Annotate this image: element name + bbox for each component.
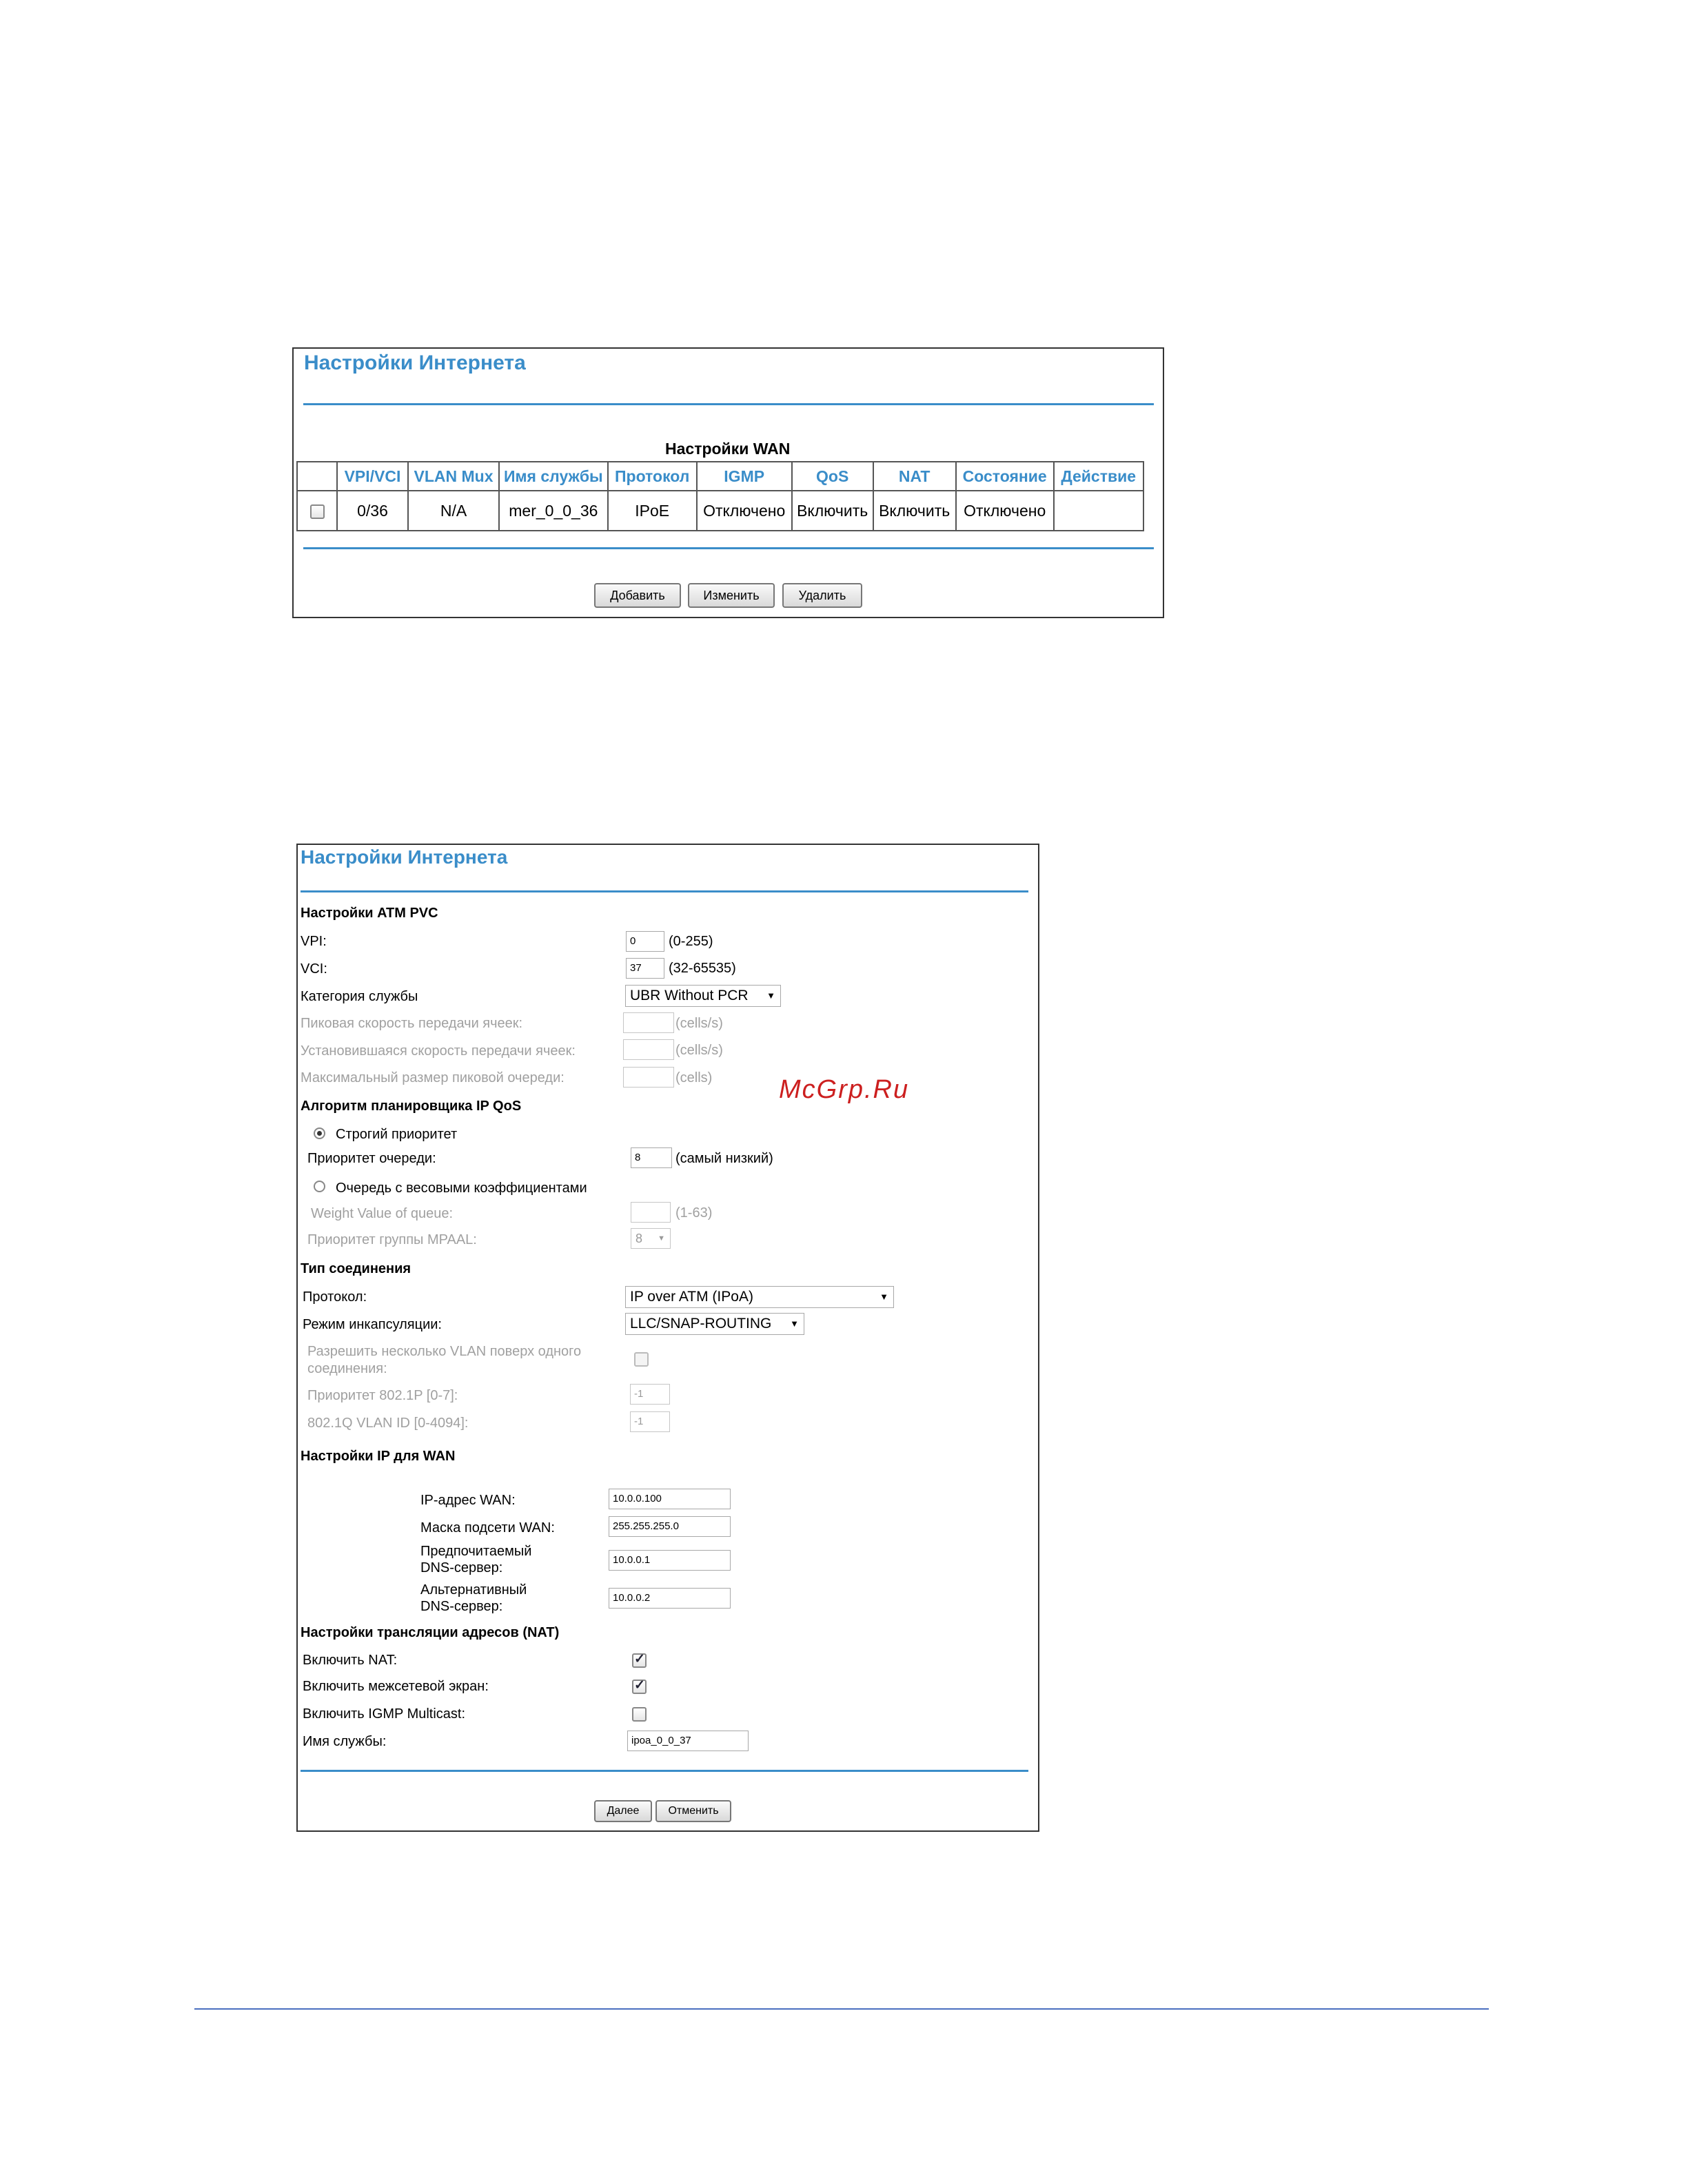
dns1-input[interactable]: 10.0.0.1 <box>609 1550 731 1571</box>
peak-rate-input <box>623 1012 674 1033</box>
cell-nat: Включить <box>873 491 956 531</box>
weighted-queue-radio[interactable] <box>314 1181 325 1192</box>
divider <box>303 547 1154 549</box>
column-header-qos: QoS <box>792 462 873 491</box>
row-select-checkbox[interactable] <box>310 504 325 519</box>
vlan-id-input: -1 <box>630 1411 670 1432</box>
column-header-protocol: Протокол <box>608 462 697 491</box>
queue-priority-input[interactable]: 8 <box>631 1147 672 1168</box>
dns2-label-cont: DNS-сервер: <box>420 1599 503 1614</box>
encapsulation-value: LLC/SNAP-ROUTING <box>630 1316 772 1331</box>
dns1-label-cont: DNS-сервер: <box>420 1560 503 1575</box>
weight-value-label: Weight Value of queue: <box>311 1206 454 1221</box>
enable-nat-label: Включить NAT: <box>303 1653 398 1668</box>
queue-priority-note: (самый низкий) <box>675 1151 773 1166</box>
column-header-state: Состояние <box>956 462 1054 491</box>
nat-heading: Настройки трансляции адресов (NAT) <box>301 1625 560 1640</box>
vpi-range: (0-255) <box>669 934 713 949</box>
column-header-service-name: Имя службы <box>499 462 608 491</box>
strict-priority-radio[interactable] <box>314 1127 325 1139</box>
wan-ip-input[interactable]: 10.0.0.100 <box>609 1489 731 1509</box>
wan-table <box>296 461 1144 531</box>
add-button[interactable]: Добавить <box>594 583 681 608</box>
atm-pvc-heading: Настройки ATM PVC <box>301 906 438 921</box>
max-burst-label: Максимальный размер пиковой очереди: <box>301 1070 565 1085</box>
dns1-label: Предпочитаемый <box>420 1544 532 1559</box>
cell-igmp: Отключено <box>697 491 792 531</box>
chevron-down-icon: ▼ <box>879 1292 888 1302</box>
wan-table-caption: Настройки WAN <box>665 440 791 458</box>
cell-protocol: IPoE <box>608 491 697 531</box>
divider <box>301 890 1028 892</box>
chevron-down-icon: ▼ <box>766 990 775 1001</box>
cell-vlan-mux: N/A <box>408 491 499 531</box>
enable-nat-checkbox[interactable] <box>632 1653 647 1668</box>
multi-vlan-checkbox <box>634 1352 649 1367</box>
column-header-vlan-mux: VLAN Mux <box>408 462 499 491</box>
qos-heading: Алгоритм планировщика IP QoS <box>301 1099 522 1114</box>
firewall-label: Включить межсетевой экран: <box>303 1679 489 1694</box>
wan-mask-label: Маска подсети WAN: <box>420 1520 555 1535</box>
sustained-rate-input <box>623 1039 674 1060</box>
weight-value-input <box>631 1202 671 1223</box>
wan-ip-heading: Настройки IP для WAN <box>301 1449 456 1464</box>
wan-mask-input[interactable]: 255.255.255.0 <box>609 1516 731 1537</box>
cell-qos: Включить <box>792 491 873 531</box>
vci-label: VCI: <box>301 961 327 977</box>
firewall-checkbox[interactable] <box>632 1680 647 1694</box>
edit-button[interactable]: Изменить <box>688 583 775 608</box>
row-select-cell <box>297 491 337 531</box>
vci-range: (32-65535) <box>669 961 736 976</box>
form-panel-title: Настройки Интернета <box>301 846 508 868</box>
wan-ip-label: IP-адрес WAN: <box>420 1493 516 1508</box>
column-header-action: Действие <box>1054 462 1143 491</box>
footer-rule <box>194 2008 1489 2010</box>
vci-input[interactable]: 37 <box>626 958 664 979</box>
priority-8021p-input: -1 <box>630 1384 670 1405</box>
column-header-igmp: IGMP <box>697 462 792 491</box>
service-category-label: Категория службы <box>301 989 418 1004</box>
encapsulation-select[interactable] <box>625 1313 804 1335</box>
watermark: McGrp.Ru <box>779 1075 910 1104</box>
mpaal-select <box>631 1228 671 1249</box>
queue-priority-label: Приоритет очереди: <box>307 1151 436 1166</box>
divider <box>303 403 1154 405</box>
igmp-multicast-checkbox[interactable] <box>632 1707 647 1722</box>
column-header-vpivci: VPI/VCI <box>337 462 408 491</box>
chevron-down-icon: ▼ <box>790 1318 799 1329</box>
protocol-select[interactable] <box>625 1286 894 1308</box>
weight-value-range: (1-63) <box>675 1205 713 1221</box>
vlan-id-label: 802.1Q VLAN ID [0-4094]: <box>307 1416 469 1431</box>
connection-type-heading: Тип соединения <box>301 1261 411 1276</box>
igmp-multicast-label: Включить IGMP Multicast: <box>303 1706 466 1722</box>
strict-priority-label: Строгий приоритет <box>336 1127 458 1142</box>
divider <box>301 1770 1028 1772</box>
chevron-down-icon: ▼ <box>658 1234 665 1243</box>
cell-action <box>1054 491 1143 531</box>
protocol-label: Протокол: <box>303 1289 367 1305</box>
sustained-rate-unit: (cells/s) <box>675 1043 723 1058</box>
table-header-row <box>297 462 1143 491</box>
multi-vlan-label-cont: соединения: <box>307 1361 387 1376</box>
cell-state: Отключено <box>956 491 1054 531</box>
vpi-input[interactable]: 0 <box>626 931 664 952</box>
cell-vpivci: 0/36 <box>337 491 408 531</box>
peak-rate-label: Пиковая скорость передачи ячеек: <box>301 1016 523 1031</box>
weighted-queue-label: Очередь с весовыми коэффициентами <box>336 1181 587 1196</box>
multi-vlan-label: Разрешить несколько VLAN поверх одного <box>307 1344 582 1359</box>
column-header-nat: NAT <box>873 462 956 491</box>
priority-8021p-label: Приоритет 802.1P [0-7]: <box>307 1388 458 1403</box>
service-name-input[interactable]: ipoa_0_0_37 <box>627 1731 749 1751</box>
delete-button[interactable]: Удалить <box>782 583 862 608</box>
dns2-input[interactable]: 10.0.0.2 <box>609 1588 731 1609</box>
vpi-label: VPI: <box>301 934 327 949</box>
mpaal-value: 8 <box>635 1232 643 1245</box>
service-category-select[interactable] <box>625 985 781 1007</box>
cell-service-name: mer_0_0_36 <box>499 491 608 531</box>
table-row <box>297 491 1143 531</box>
peak-rate-unit: (cells/s) <box>675 1016 723 1031</box>
mpaal-label: Приоритет группы MPAAL: <box>307 1232 477 1247</box>
max-burst-input <box>623 1067 674 1088</box>
max-burst-unit: (cells) <box>675 1070 713 1085</box>
sustained-rate-label: Установившаяся скорость передачи ячеек: <box>301 1043 576 1059</box>
service-name-label: Имя службы: <box>303 1734 387 1749</box>
cancel-button[interactable]: Отменить <box>655 1800 731 1822</box>
select-column-header <box>297 462 337 491</box>
dns2-label: Альтернативный <box>420 1582 527 1598</box>
wan-panel-title: Настройки Интернета <box>304 351 526 374</box>
service-category-value: UBR Without PCR <box>630 988 749 1003</box>
encapsulation-label: Режим инкапсуляции: <box>303 1317 442 1332</box>
next-button[interactable]: Далее <box>594 1800 652 1822</box>
protocol-value: IP over ATM (IPoA) <box>630 1289 753 1305</box>
